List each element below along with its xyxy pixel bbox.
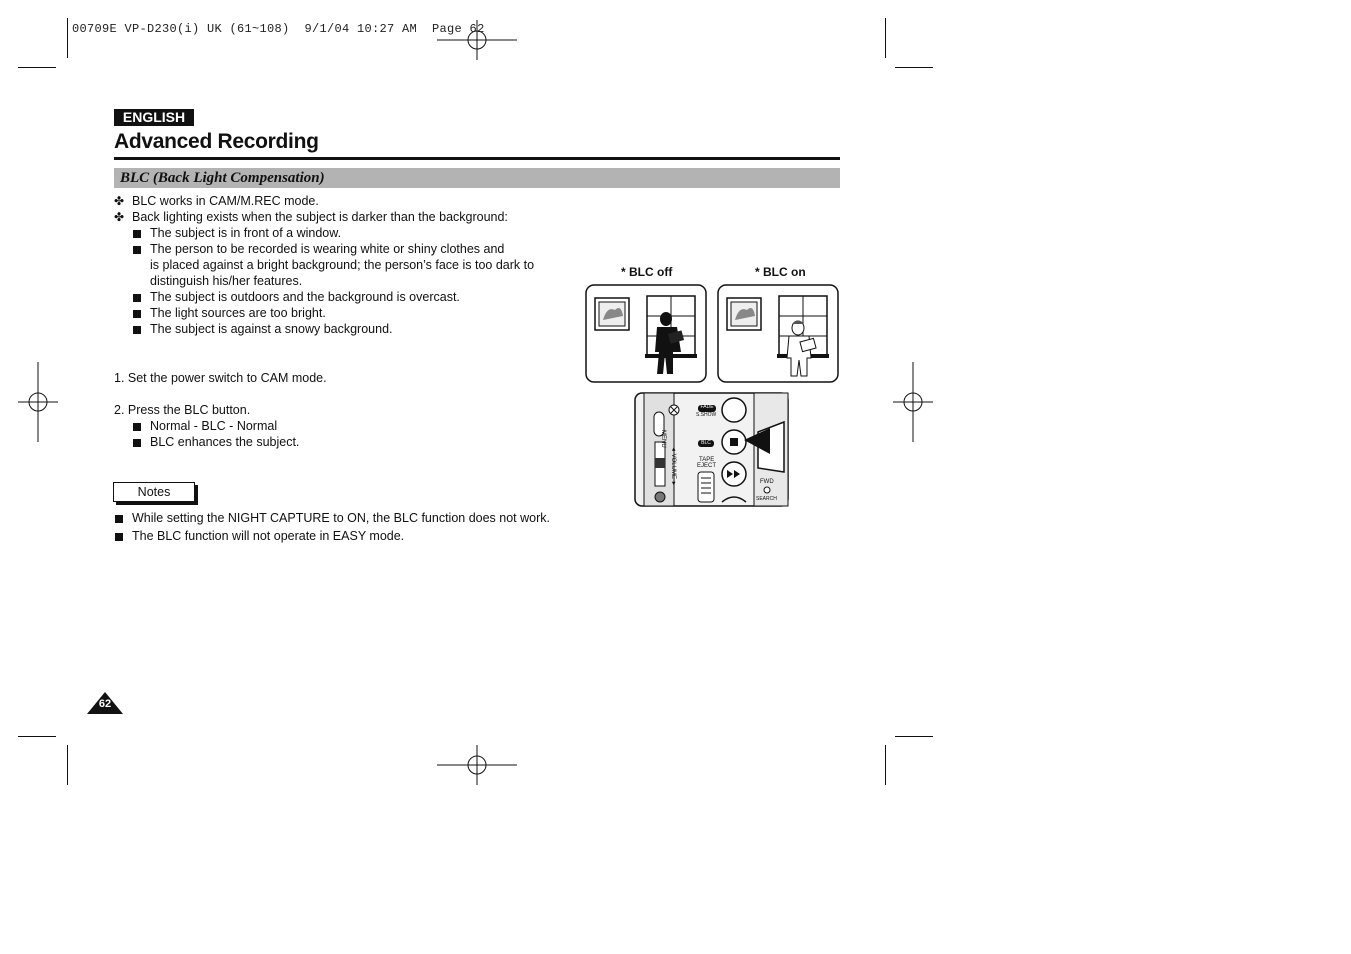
sub-item-continuation: is placed against a bright background; the person’s face is too dark to [150,258,535,272]
fade-label: FADE [700,404,714,410]
sub-item: The light sources are too bright. [150,306,326,320]
crop-mark [18,736,56,737]
registration-mark [18,362,58,442]
sub-item: The subject is against a snowy background. [150,322,393,336]
square-bullet-icon [133,439,141,447]
sub-item: The subject is in front of a window. [150,226,342,240]
section-title: BLC (Back Light Compensation) [120,170,325,186]
blc-off-caption: * BLC off [621,265,673,279]
print-header: 00709E VP-D230(i) UK (61~108) 9/1/04 10:27 AM Page 62 [72,22,485,36]
sub-item-continuation: distinguish his/her features. [150,274,303,288]
square-bullet-icon [133,230,141,238]
note-item: While setting the NIGHT CAPTURE to ON, the BLC function does not work. [132,511,550,525]
crop-mark [18,67,56,68]
blc-button-label: BLC [701,440,711,446]
registration-mark [893,362,933,442]
square-bullet-icon [133,294,141,302]
notes-label: Notes [113,482,195,502]
sub-item: The subject is outdoors and the background is overcast. [150,290,460,304]
fwd-label: FWD [760,479,774,485]
note-item: The BLC function will not operate in EASY mode. [132,529,405,543]
crop-mark [885,745,886,785]
s-show-label: S.SHOW [696,412,717,418]
page-title: Advanced Recording [114,130,319,153]
square-bullet-icon [133,326,141,334]
square-bullet-icon [133,423,141,431]
crop-mark [67,18,68,58]
title-rule [114,157,840,160]
square-bullet-icon [133,310,141,318]
volume-label: ◄ VOLUME ► [670,446,676,487]
intro-bullet: BLC works in CAM/M.REC mode. [132,194,319,208]
sub-item: The person to be recorded is wearing white or shiny clothes and [150,242,505,256]
blc-on-caption: * BLC on [755,265,806,279]
step-2-item: BLC enhances the subject. [150,435,300,449]
search-label: SEARCH [756,496,777,502]
step-2: 2. Press the BLC button. [114,403,251,417]
bullet-marker: ✤ [114,194,125,208]
square-bullet-icon [115,533,123,541]
square-bullet-icon [133,246,141,254]
language-badge: ENGLISH [114,109,194,126]
bullet-marker: ✤ [114,210,125,224]
eject-label: EJECT [697,463,717,469]
step-2-item: Normal - BLC - Normal [150,419,278,433]
crop-mark [895,736,933,737]
square-bullet-icon [115,515,123,523]
intro-bullet: Back lighting exists when the subject is darker than the background: [132,210,508,224]
crop-mark [885,18,886,58]
crop-mark [895,67,933,68]
registration-mark [437,745,517,785]
blc-on-illustration [717,284,839,384]
menu-label: MENU [660,430,666,448]
page-number: 62 [98,698,112,710]
step-1: 1. Set the power switch to CAM mode. [114,371,327,385]
crop-mark [67,745,68,785]
blc-off-illustration [585,284,707,384]
tape-label: TAPE [699,457,715,463]
